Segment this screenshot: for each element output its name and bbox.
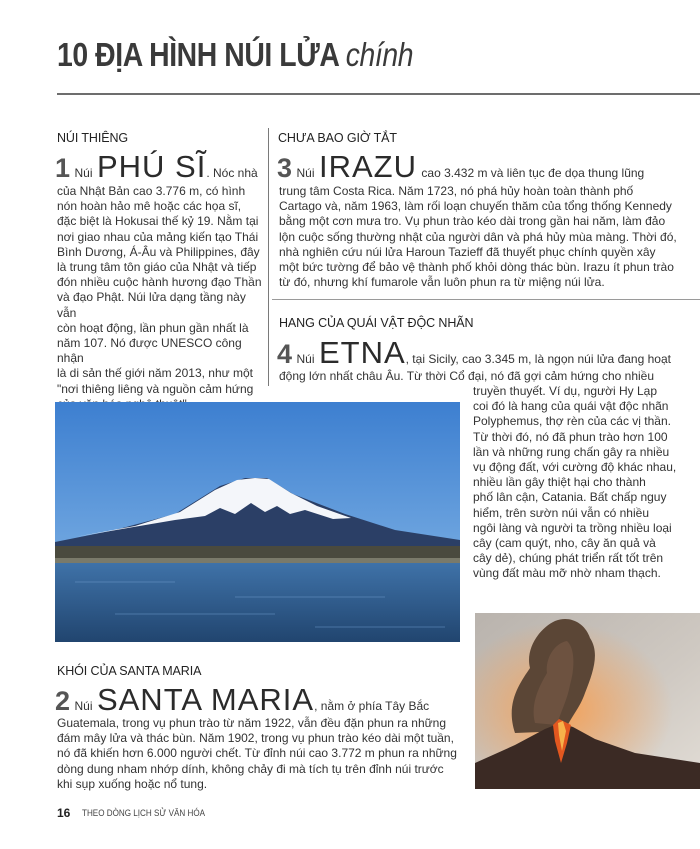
text-line: nơi giao nhau của mảng kiến tạo Thái (57, 229, 259, 244)
text-line: hiểm, trên sườn núi vẫn có nhiều (473, 505, 649, 520)
etna-nui: Núi (296, 352, 315, 366)
text-line: dòng dung nham nhớp dính, không chảy đi mà tích tụ trên đỉnh núi trước (57, 761, 444, 776)
title-number: 10 (57, 36, 88, 73)
text-line: vụ động đất, với cường độ khác nhau, (473, 460, 677, 475)
text-line: cây (cam quýt, nho, cây ăn quả và (473, 536, 656, 551)
text-line: trung tâm Costa Rica. Năm 1723, nó phá hủy hoàn toàn thành phố (279, 184, 634, 198)
irazu-lead (277, 149, 645, 188)
section-divider (272, 299, 700, 300)
santa-maria-number: 2 (55, 686, 71, 716)
irazu-number: 3 (277, 153, 293, 183)
etna-name: ETNA (318, 335, 406, 370)
text-line: lần và những rung chấn gây ra nhiều (473, 444, 670, 459)
etna-heading: HANG CỦA QUÁI VẬT ĐỘC NHÃN (279, 316, 474, 330)
text-line: truyền thuyết. Ví dụ, người Hy Lạp (473, 384, 658, 398)
page-title (57, 36, 413, 74)
fuji-name: PHÚ SĨ (96, 149, 207, 184)
text-line: Từ thời đó, nó đã phun trào hơn 100 (473, 429, 668, 444)
fuji-heading: NÚI THIÊNG (57, 131, 128, 145)
fuji-body (57, 184, 267, 412)
text-line: phố lân cận, Catania. Bất chấp nguy (473, 490, 667, 505)
santa-maria-body (57, 716, 472, 792)
etna-number: 4 (277, 339, 293, 369)
text-line: "nơi thiêng liêng và nguồn cảm hứng (57, 381, 254, 396)
text-line: một bức tường để bảo vệ thành phố khỏi dòng thác bùn. Irazu ít phun trào (279, 260, 674, 275)
santa-maria-name: SANTA MARIA (96, 682, 315, 717)
text-line: đón nhiều cuộc hành hương đạo Thần (57, 275, 262, 290)
text-line: Cartago và, năm 1963, làm rối loạn chuyến thăm của tổng thống Kennedy (279, 199, 672, 214)
irazu-lead-tail: cao 3.432 m và liên tục đe dọa thung lũng (421, 166, 645, 180)
text-line: Polyphemus, thợ rèn của các vị thần. (473, 414, 671, 429)
text-line: đám mây lửa và thác bùn. Năm 1902, trong vụ phun trào kéo dài một tuần, (57, 731, 454, 746)
text-line: ngôi làng và người ta trồng nhiều loại (473, 520, 672, 535)
irazu-nui: Núi (296, 166, 315, 180)
irazu-name: IRAZU (318, 149, 417, 184)
title-main: ĐỊA HÌNH NÚI LỬA (95, 36, 339, 73)
text-line: khi sụp xuống hoặc nổ tung. (57, 776, 208, 791)
irazu-body (279, 184, 700, 290)
town (55, 558, 460, 563)
text-line: nó đã khiến hơn 6.000 người chết. Từ đỉnh núi cao 3.772 m phun ra những (57, 746, 457, 761)
column-divider (268, 128, 269, 386)
text-line: là trung tâm tôn giáo của Nhật và tiếp (57, 260, 257, 275)
text-line: coi đó là hang của quái vật độc nhãn (473, 399, 669, 414)
page-number: 16 (57, 806, 71, 820)
text-line: vùng đất màu mỡ nhờ nham thạch. (473, 566, 661, 581)
text-line: đặc biệt là Hokusai thế kỷ 19. Nằm tại (57, 214, 259, 229)
fuji-lead-tail: . Nóc nhà (206, 166, 258, 180)
etna-lead-tail: , tại Sicily, cao 3.345 m, là ngọn núi lửa đang hoạt (405, 352, 671, 366)
text-line: Bình Dương, Á-Âu và Philippines, đây (57, 244, 260, 259)
text-line: bằng một cơn mưa tro. Vụ phun trào kéo dài trong gần hai năm, làm đảo (279, 214, 666, 229)
fuji-nui: Núi (74, 166, 93, 180)
etna-line-2: động lớn nhất châu Âu. Từ thời Cổ đại, nó đã gợi cảm hứng cho nhiều (279, 369, 655, 383)
santa-maria-lead-tail: , nằm ở phía Tây Bắc (314, 699, 430, 713)
text-line: của Nhật Bản cao 3.776 m, có hình (57, 184, 246, 198)
fuji-number: 1 (55, 153, 71, 183)
fuji-lead (55, 149, 258, 188)
text-line: là di sản thế giới năm 2013, như một (57, 366, 254, 381)
text-line: lộn cuộc sống thường nhật của người dân và phá hủy mùa màng. Thời đó, (279, 229, 677, 244)
etna-body (473, 384, 700, 582)
etna-photo (475, 613, 700, 789)
running-footer: THEO DÒNG LỊCH SỬ VĂN HÓA (82, 808, 206, 818)
shoreline (55, 546, 460, 560)
fuji-photo (55, 402, 460, 642)
text-line: nhiều lần gây thiệt hại cho thành (473, 475, 646, 490)
irazu-heading: CHƯA BAO GIỜ TẮT (278, 131, 397, 145)
santa-maria-heading: KHÓI CỦA SANTA MARIA (57, 664, 202, 678)
text-line: nón hoàn hảo mê hoặc các họa sĩ, (57, 199, 242, 214)
text-line: năm 107. Nó được UNESCO công nhận (57, 336, 242, 366)
lake (55, 563, 460, 642)
text-line: Guatemala, trong vụ phun trào từ năm 1922, vẫn đều đặn phun ra những (57, 716, 446, 730)
text-line: nhà nghiên cứu núi lửa Haroun Tazieff đã thuyết phục chính quyền xây (279, 244, 656, 259)
title-rule (57, 93, 700, 95)
text-line: và đạo Phật. Núi lửa dạng tầng này vẫn (57, 290, 246, 320)
text-line: còn hoạt động, lần phun gần nhất là (57, 320, 249, 335)
text-line: từ đó, nhưng khí fumarole vẫn luôn phun ra từ miệng núi lửa. (279, 275, 605, 290)
text-line: cây dẻ), chúng phát triển rất tốt trên (473, 551, 664, 566)
santa-maria-nui: Núi (74, 699, 93, 713)
title-italic: chính (345, 36, 414, 73)
